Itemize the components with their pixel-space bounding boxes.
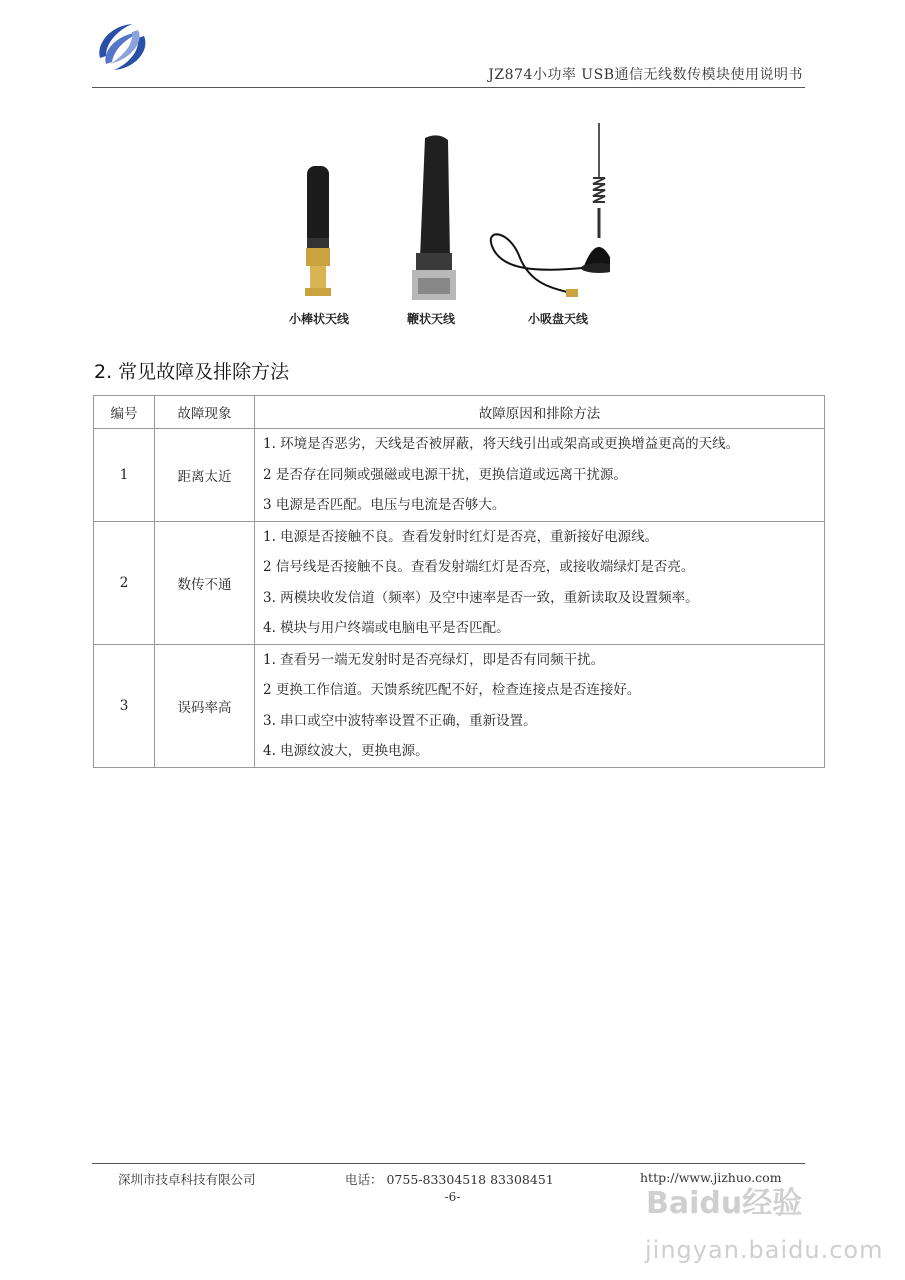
table-row [94,521,825,644]
company-logo [92,18,152,76]
document-title: JZ874小功率 USB通信无线数传模块使用说明书 [488,67,803,83]
remedy-step: 2 更换工作信道。天馈系统匹配不好，检查连接点是否连接好。 [263,682,641,698]
remedy-step: 4. 模块与用户终端或电脑电平是否匹配。 [263,620,510,636]
watermark-brand: Baidu经验 [646,1186,803,1221]
row-symptom: 距离太近 [155,429,255,522]
footer-phone: 电话： 0755-83304518 83308451 [345,1172,554,1187]
row-remedy [255,521,825,644]
row-symptom: 误码率高 [155,644,255,767]
remedy-step: 1. 电源是否接触不良。查看发射时红灯是否亮，重新接好电源线。 [263,528,659,545]
footer-divider [92,1163,805,1164]
fault-table [93,395,825,768]
magnetic-antenna-label: 小吸盘天线 [528,312,589,326]
footer-company: 深圳市技卓科技有限公司 [118,1172,256,1187]
remedy-step: 2 信号线是否接触不良。查看发射端红灯是否亮，或接收端绿灯是否亮。 [263,559,695,575]
remedy-step: 1. 环境是否恶劣，天线是否被屏蔽，将天线引出或架高或更换增益更高的天线。 [263,436,740,452]
remedy-step: 1. 查看另一端无发射时是否亮绿灯，即是否有同频干扰。 [263,651,605,668]
row-symptom: 数传不通 [155,521,255,644]
whip-antenna-label: 鞭状天线 [407,312,456,326]
header-symptom: 故障现象 [155,396,255,429]
magnetic-antenna-image [491,123,610,297]
stick-antenna-image [305,166,331,296]
remedy-step: 4. 电源纹波大，更换电源。 [263,743,429,759]
footer-url[interactable]: http://www.jizhuo.com [640,1170,782,1185]
row-number: 3 [94,644,155,767]
remedy-step: 3. 串口或空中波特率设置不正确，重新设置。 [263,712,537,729]
watermark-site: jingyan.baidu.com [645,1236,884,1264]
header-divider [92,87,805,88]
table-row [94,644,825,767]
page-number: -6- [444,1190,461,1204]
remedy-step: 3 电源是否匹配。电压与电流是否够大。 [263,497,506,513]
remedy-step: 2 是否存在同频或强磁或电源干扰，更换信道或远离干扰源。 [263,466,627,483]
stick-antenna-label: 小棒状天线 [289,312,350,326]
table-header-row [94,396,825,429]
antenna-photos [270,118,610,333]
header-number: 编号 [94,396,155,429]
table-row [94,429,825,522]
remedy-step: 3. 两模块收发信道（频率）及空中速率是否一致，重新读取及设置频率。 [263,589,699,606]
whip-antenna-image [412,135,456,300]
row-remedy [255,429,825,522]
row-number: 1 [94,429,155,522]
header-remedy: 故障原因和排除方法 [255,396,825,429]
row-remedy [255,644,825,767]
row-number: 2 [94,521,155,644]
section-heading: 2. 常见故障及排除方法 [94,361,290,383]
